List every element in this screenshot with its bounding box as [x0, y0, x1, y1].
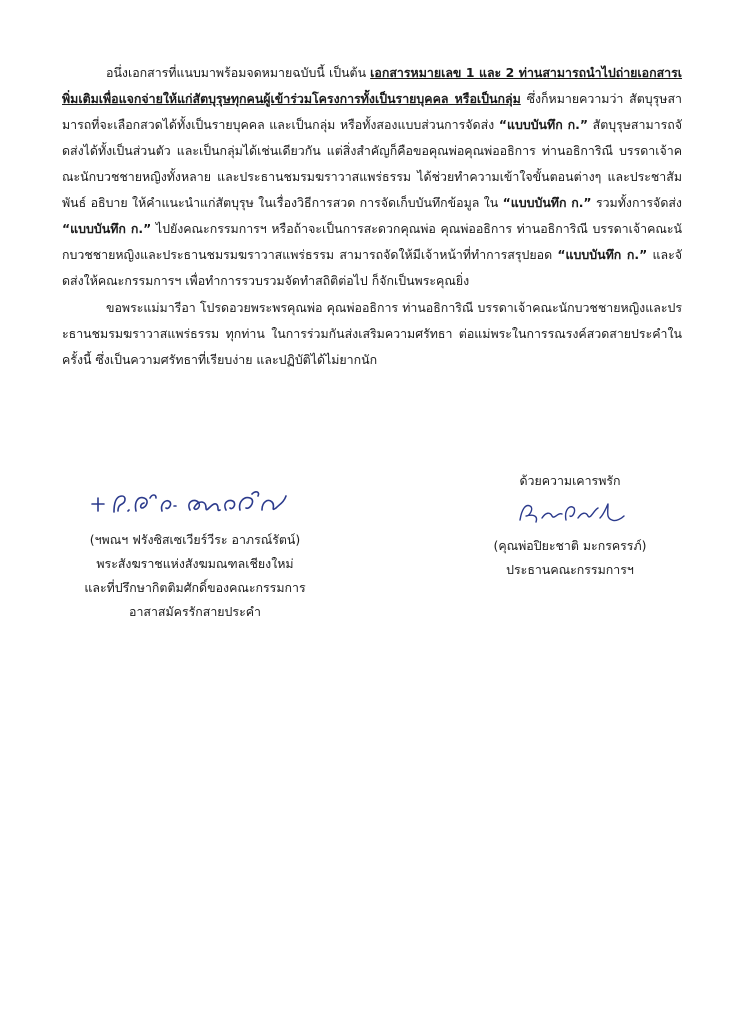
chairman-title: ประธานคณะกรรมการฯ	[506, 562, 634, 577]
paragraph-attachments	[62, 60, 682, 294]
text-run: รวมทั้งการจัดส่ง	[591, 195, 682, 210]
text-run: และจัดส่งให้คณะกรรมการฯ เพื่อทำการรวบรวมจัดทำสถิติต่อไป ก็จักเป็นพระคุณยิ่ง	[62, 247, 682, 288]
signature-lines-bishop	[45, 528, 345, 624]
signer-committee: อาสาสมัครรักสายประคำ	[129, 604, 261, 619]
form-name: “แบบบันทึก ก.”	[498, 117, 589, 132]
underlined-instruction: เอกสารหมายเลข 1 และ 2 ท่านสามารถนำไปถ่ายเอกสารเพิ่มเติมเพื่อแจกจ่ายให้แก่สัตบุรุษทุกคนผู้เข้าร่วมโครงการทั้งเป็นรายบุคคล หรือเป็นกลุ่ม	[62, 65, 683, 106]
signature-lines-chairman	[470, 534, 670, 582]
paragraph-blessing: ขอพระแม่มารีอา โปรดอวยพระพรคุณพ่อ คุณพ่ออธิการ ท่านอธิการิณี บรรดาเจ้าคณะนักบวชชายหญิงและประธานชมรมฆราวาสแพร่ธรรม ทุกท่าน ในการร่วมกันส่งเสริมความศรัทธา ต่อแม่พระในการรณรงค์สวดสายประคำในครั้งนี้ ซึ่งเป็นความศรัทธาที่เรียบง่าย และปฏิบัติได้ไม่ยากนัก	[62, 300, 682, 367]
handwritten-signature	[80, 484, 310, 522]
signer-name: (ฯพณฯ ฟรังซิสเซเวียร์วีระ อาภรณ์รัตน์)	[89, 532, 301, 547]
form-name: “แบบบันทึก ก.”	[502, 195, 592, 210]
text-run: อนึ่งเอกสารที่แนบมาพร้อมจดหมายฉบับนี้ เป็นต้น	[106, 65, 371, 80]
chairman-name: (คุณพ่อปิยะชาติ มะกรครรภ์)	[493, 538, 647, 553]
handwritten-signature-text: + ฟ.วีระ อาภรณ์รัตน์	[80, 484, 90, 485]
handwritten-signature-chairman	[500, 498, 640, 528]
text-run: สัตบุรุษสามารถจัดส่งได้ทั้งเป็นส่วนตัว และเป็นกลุ่มได้เช่นเดียวกัน แต่สิ่งสำคัญก็คือขอคุณพ่อคุณพ่ออธิการ ท่านอธิการิณี บรรดาเจ้าคณะนักบวชชายหญิงทั้งหลาย และประธานชมรมฆราวาสแพร่ธรรม ได้ช่วยทำความเข้าใจขั้นตอนต่างๆ และประชาสัมพันธ์ อธิบาย ให้คำแนะนำแก่สัตบุรุษ ในเรื่องวิธีการสวด การจัดเก็บบันทึกข้อมูล ใน	[62, 117, 682, 210]
form-name: “แบบบันทึก ก.”	[62, 221, 152, 236]
form-name: “แบบบันทึก ก.”	[557, 247, 648, 262]
signature-block-chairman	[470, 478, 670, 582]
signer-role: และที่ปรึกษากิตติมศักดิ์ของคณะกรรมการ	[84, 580, 306, 595]
text-run: ซึ่งก็หมายความว่า สัตบุรุษสามารถที่จะเลือกสวดได้ทั้งเป็นรายบุคคล และเป็นกลุ่ม หรือทั้งสองแบบส่วนการจัดส่ง	[62, 91, 682, 132]
letter-body	[62, 60, 682, 374]
closing-salutation: ด้วยความเคารพรัก	[519, 473, 621, 488]
signature-block-bishop	[45, 478, 345, 624]
text-run: ไปยังคณะกรรมการฯ หรือถ้าจะเป็นการสะดวกคุณพ่อ คุณพ่ออธิการ ท่านอธิการิณี บรรดาเจ้าคณะนักบวชชายหญิงและประธานชมรมฆราวาสแพร่ธรรม สามารถจัดให้มีเจ้าหน้าที่ทำการสรุปยอด	[62, 221, 682, 262]
signer-title: พระสังฆราชแห่งสังฆมณฑลเชียงใหม่	[96, 556, 294, 571]
